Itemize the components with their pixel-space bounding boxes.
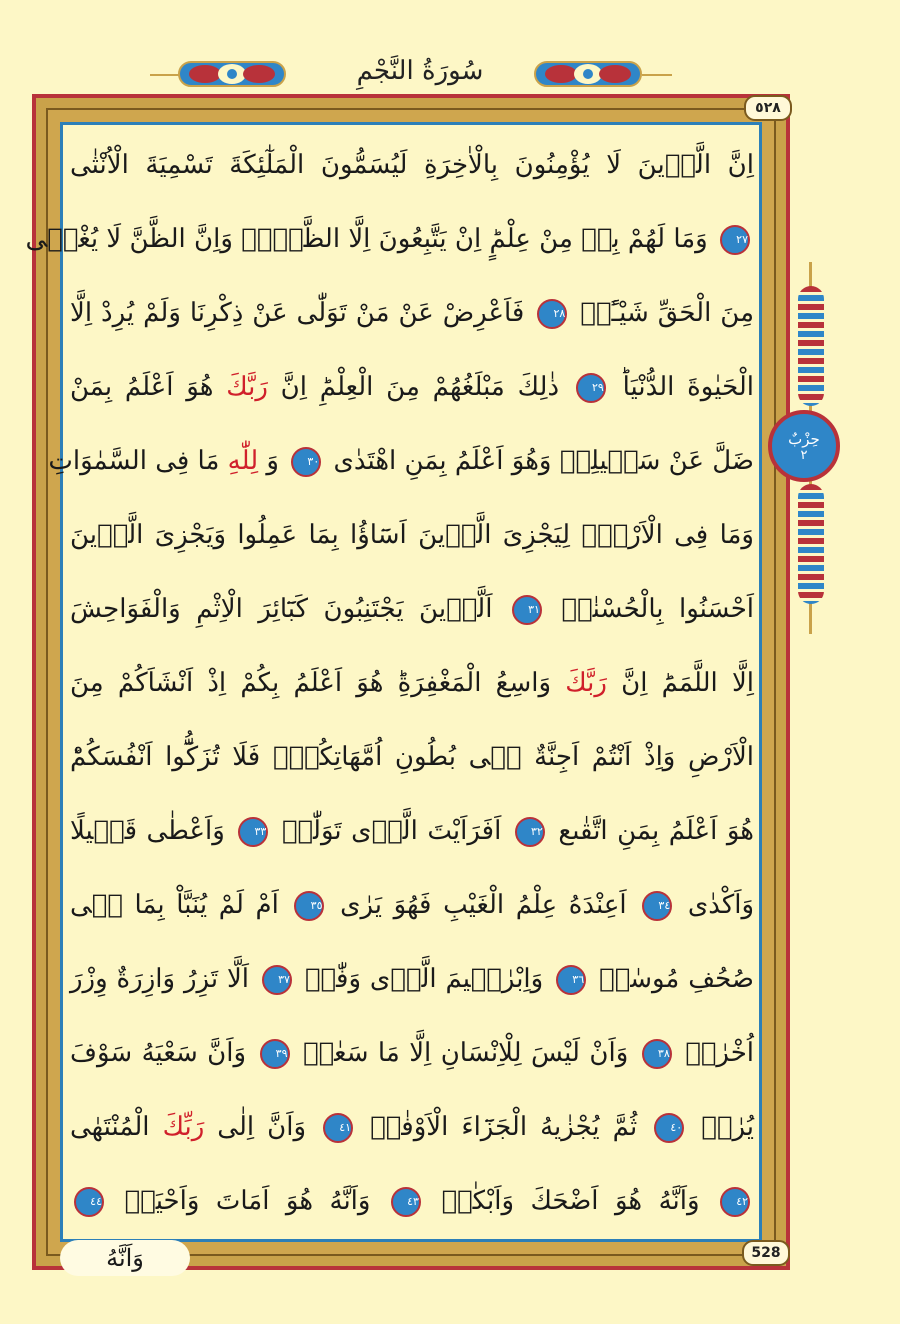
hizb-number: ٢ xyxy=(800,448,808,463)
text-line xyxy=(70,1164,754,1238)
header-ornament-left-icon xyxy=(178,58,286,90)
verse-text: ثُمَّ يُجْزٰيهُ الْجَزَٓاءَ الْاَوْفٰىۙ xyxy=(370,1112,638,1142)
header-rule-left xyxy=(150,74,180,76)
ayah-number-marker: ٤٢ xyxy=(720,1187,750,1217)
ayah-number-marker: ٣٥ xyxy=(294,891,324,921)
highlighted-word: رَبَّكَ xyxy=(226,372,268,402)
page-number-bottom: 528 xyxy=(742,1240,790,1266)
text-line xyxy=(70,1016,754,1090)
text-line xyxy=(70,498,754,572)
verse-text: وَاَنَّ اِلٰى xyxy=(204,1112,307,1142)
hizb-marker xyxy=(786,262,836,634)
verse-text: هُوَ اَعْلَمُ بِمَنِ اتَّقٰىع xyxy=(558,816,755,846)
ayah-number-marker: ٢٧ xyxy=(720,225,750,255)
text-line xyxy=(70,1090,754,1164)
page-number-top: ٥٢٨ xyxy=(744,95,792,121)
ayah-number-marker: ٣٣ xyxy=(238,817,268,847)
header-ornament-right-icon xyxy=(534,58,642,90)
verse-text: وَاَنْ لَيْسَ لِلْاِنْسَانِ اِلَّا مَا سَعٰىۙ xyxy=(302,1038,629,1068)
text-line xyxy=(70,720,754,794)
verse-text: اِلَّا اللَّمَمَؕ اِنَّ xyxy=(606,668,754,698)
highlighted-word: رَبِّكَ xyxy=(162,1112,205,1142)
verse-text: اَفَرَاَيْتَ الَّذٖى تَوَلّٰىۙ xyxy=(281,816,502,846)
verse-text: وَمَا لَهُمْ بِهٖ مِنْ عِلْمٍؕ اِنْ يَتَّبِعُونَ اِلَّا الظَّنَّۚ وَاِنَّ الظَّنَّ لَا يُغْنٖى xyxy=(25,224,708,254)
verse-text: الْاَرْضِ وَاِذْ اَنْتُمْ اَجِنَّةٌ فٖى بُطُونِ اُمَّهَاتِكُمْۚ فَلَا تُزَكُّٓوا اَنْفُسَكُمْؕ xyxy=(70,742,754,772)
verse-text: الْمُنْتَهٰى xyxy=(70,1112,150,1142)
ayah-number-marker: ٢٨ xyxy=(537,299,567,329)
verse-text: وَاِبْرٰهٖيمَ الَّذٖى وَفّٰىۙ xyxy=(304,964,544,994)
hizb-ornament-bottom-icon xyxy=(798,484,824,604)
verse-text: هُوَ اَعْلَمُ بِمَنْ xyxy=(70,372,214,402)
quran-text-body xyxy=(25,128,755,1238)
verse-text: وَاسِعُ الْمَغْفِرَةِؕ هُوَ اَعْلَمُ بِكُمْ اِذْ اَنْشَاَكُمْ مِنَ xyxy=(70,668,552,698)
verse-text: الْحَيٰوةَ الدُّنْيَاؕ xyxy=(622,372,755,402)
text-line xyxy=(70,868,754,942)
verse-text: وَمَا فِى الْاَرْضِۙ لِيَجْزِىَ الَّذٖينَ اَسَٓاؤُا بِمَا عَمِلُوا وَيَجْزِىَ الَّذٖينَ xyxy=(70,520,754,550)
verse-text: يُرٰىۖ xyxy=(701,1112,755,1142)
text-line xyxy=(70,350,754,424)
ayah-number-marker: ٤٣ xyxy=(391,1187,421,1217)
verse-text: اِنَّ الَّذٖينَ لَا يُؤْمِنُونَ بِالْاٰخِرَةِ لَيُسَمُّونَ الْمَلٰٓئِكَةَ تَسْمِيَةَ الْاُنْثٰى xyxy=(70,150,754,180)
ayah-number-marker: ٤١ xyxy=(323,1113,353,1143)
verse-text: اَلَّذٖينَ يَجْتَنِبُونَ كَبَٓائِرَ الْاِثْمِ وَالْفَوَاحِشَ xyxy=(70,594,493,624)
ayah-number-marker: ٣٠ xyxy=(291,447,321,477)
text-line xyxy=(70,794,754,868)
ayah-number-marker: ٣١ xyxy=(512,595,542,625)
verse-text: وَاَنَّهُ هُوَ اَمَاتَ وَاَحْيَاۙ xyxy=(124,1186,371,1216)
text-line xyxy=(70,276,754,350)
ayah-number-marker: ٤٤ xyxy=(74,1187,104,1217)
text-line xyxy=(48,424,754,498)
ayah-number-marker: ٣٨ xyxy=(642,1039,672,1069)
ayah-number-marker: ٣٩ xyxy=(260,1039,290,1069)
text-line xyxy=(70,646,754,720)
highlighted-word: رَبَّكَ xyxy=(565,668,607,698)
text-line xyxy=(70,942,754,1016)
hizb-ornament-top-icon xyxy=(798,286,824,406)
verse-text: وَاَكْدٰى xyxy=(687,890,755,920)
verse-text: اَمْ لَمْ يُنَبَّاْ بِمَا فٖى xyxy=(70,890,279,920)
verse-text: ذٰلِكَ مَبْلَغُهُمْ مِنَ الْعِلْمِؕ اِنَّ xyxy=(267,372,560,402)
ayah-number-marker: ٣٢ xyxy=(515,817,545,847)
verse-text: اُخْرٰىۙ xyxy=(685,1038,755,1068)
page-header xyxy=(150,52,670,96)
text-line xyxy=(25,202,754,276)
verse-text: اَحْسَنُوا بِالْحُسْنٰىۚ xyxy=(561,594,754,624)
catchword: وَاَنَّهُ xyxy=(60,1240,190,1276)
verse-text: اَعِنْدَهُ عِلْمُ الْغَيْبِ فَهُوَ يَرٰى xyxy=(340,890,627,920)
verse-text: مَا فِى السَّمٰوَاتِ xyxy=(48,446,220,476)
verse-text: وَاَنَّ سَعْيَهُ سَوْفَ xyxy=(70,1038,247,1068)
hizb-badge xyxy=(768,410,840,482)
surah-title: سُورَةُ النَّجْمِ xyxy=(356,56,484,86)
verse-text: اَلَّا تَزِرُ وَازِرَةٌ وِزْرَ xyxy=(70,964,250,994)
header-rule-right xyxy=(642,74,672,76)
text-line xyxy=(70,572,754,646)
ayah-number-marker: ٣٦ xyxy=(556,965,586,995)
ayah-number-marker: ٣٧ xyxy=(262,965,292,995)
verse-text: فَاَعْرِضْ عَنْ مَنْ تَوَلّٰى عَنْ ذِكْرِنَا وَلَمْ يُرِدْ اِلَّا xyxy=(70,298,525,328)
verse-text: وَاَنَّهُ هُوَ اَضْحَكَ وَاَبْكٰىۙ xyxy=(441,1186,700,1216)
text-line xyxy=(70,128,754,202)
ayah-number-marker: ٢٩ xyxy=(576,373,606,403)
hizb-label: حِزْبٌ xyxy=(788,430,820,448)
verse-text: صُحُفِ مُوسٰىۙ xyxy=(599,964,755,994)
ayah-number-marker: ٤٠ xyxy=(654,1113,684,1143)
verse-text: وَاَعْطٰى قَلٖيلًا xyxy=(70,816,225,846)
verse-text: مِنَ الْحَقِّ شَيْـًٔاۚ xyxy=(580,298,754,328)
verse-text: ضَلَّ عَنْ سَبٖيلِهٖ وَهُوَ اَعْلَمُ بِمَنِ اهْتَدٰى xyxy=(333,446,754,476)
verse-text: وَ xyxy=(266,446,279,476)
highlighted-word: لِلّٰهِ xyxy=(227,446,259,476)
ayah-number-marker: ٣٤ xyxy=(642,891,672,921)
